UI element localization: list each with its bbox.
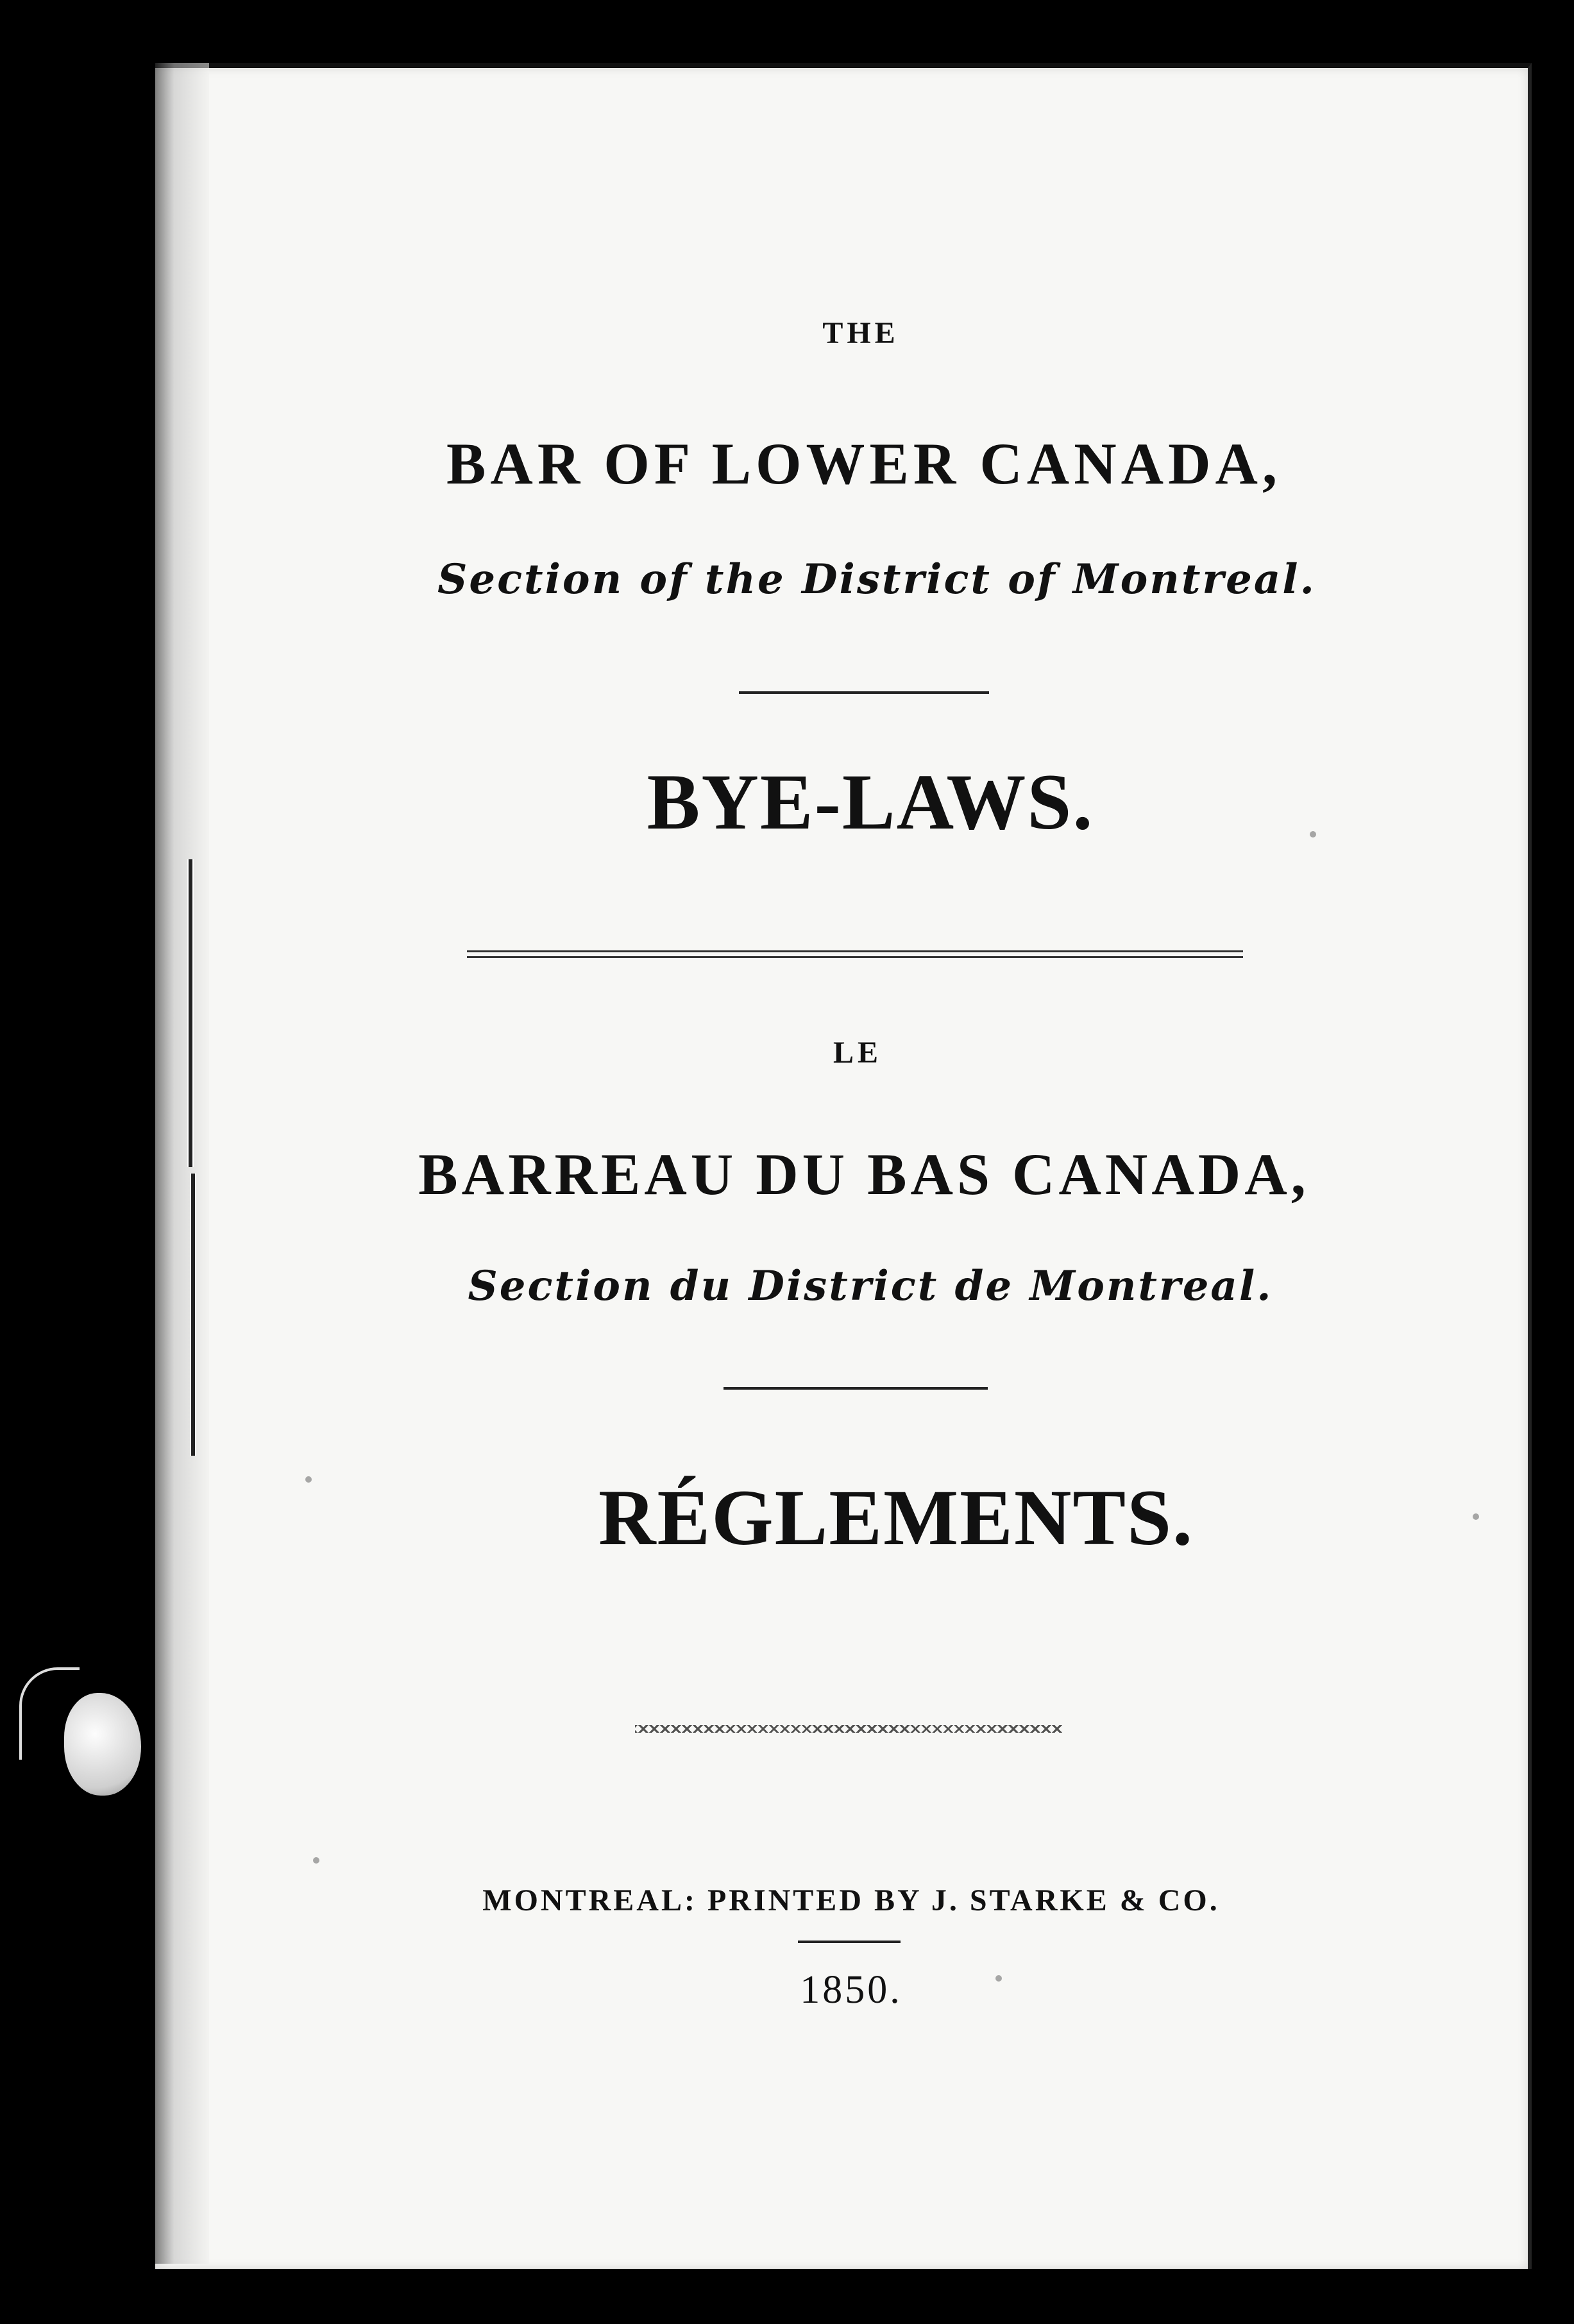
english-heading: BYE-LAWS. <box>647 758 1094 846</box>
paper-speck <box>1310 831 1316 838</box>
short-rule-1 <box>739 691 989 694</box>
english-section-line: Section of the District of Montreal. <box>437 555 1316 603</box>
double-rule-divider <box>467 950 1243 958</box>
paper-speck <box>1473 1513 1479 1520</box>
french-section-line: Section du District de Montreal. <box>468 1262 1273 1310</box>
paper-speck <box>995 1975 1002 1982</box>
binding-stitch-lower <box>190 1174 196 1456</box>
binding-stitch-upper <box>187 859 194 1167</box>
short-rule-3 <box>798 1941 901 1943</box>
english-article: THE <box>822 316 899 350</box>
short-rule-2 <box>724 1387 988 1390</box>
french-heading: RÉGLEMENTS. <box>598 1474 1194 1562</box>
imprint-year: 1850. <box>800 1968 902 2012</box>
paper-speck <box>313 1857 319 1864</box>
english-title: BAR OF LOWER CANADA, <box>446 431 1282 496</box>
paper-speck <box>305 1476 312 1483</box>
french-article: LE <box>833 1036 883 1070</box>
printer-imprint: MONTREAL: PRINTED BY J. STARKE & CO. <box>482 1883 1220 1917</box>
french-title: BARREAU DU BAS CANADA, <box>418 1141 1310 1207</box>
ornamental-wavy-rule <box>635 1725 1062 1733</box>
